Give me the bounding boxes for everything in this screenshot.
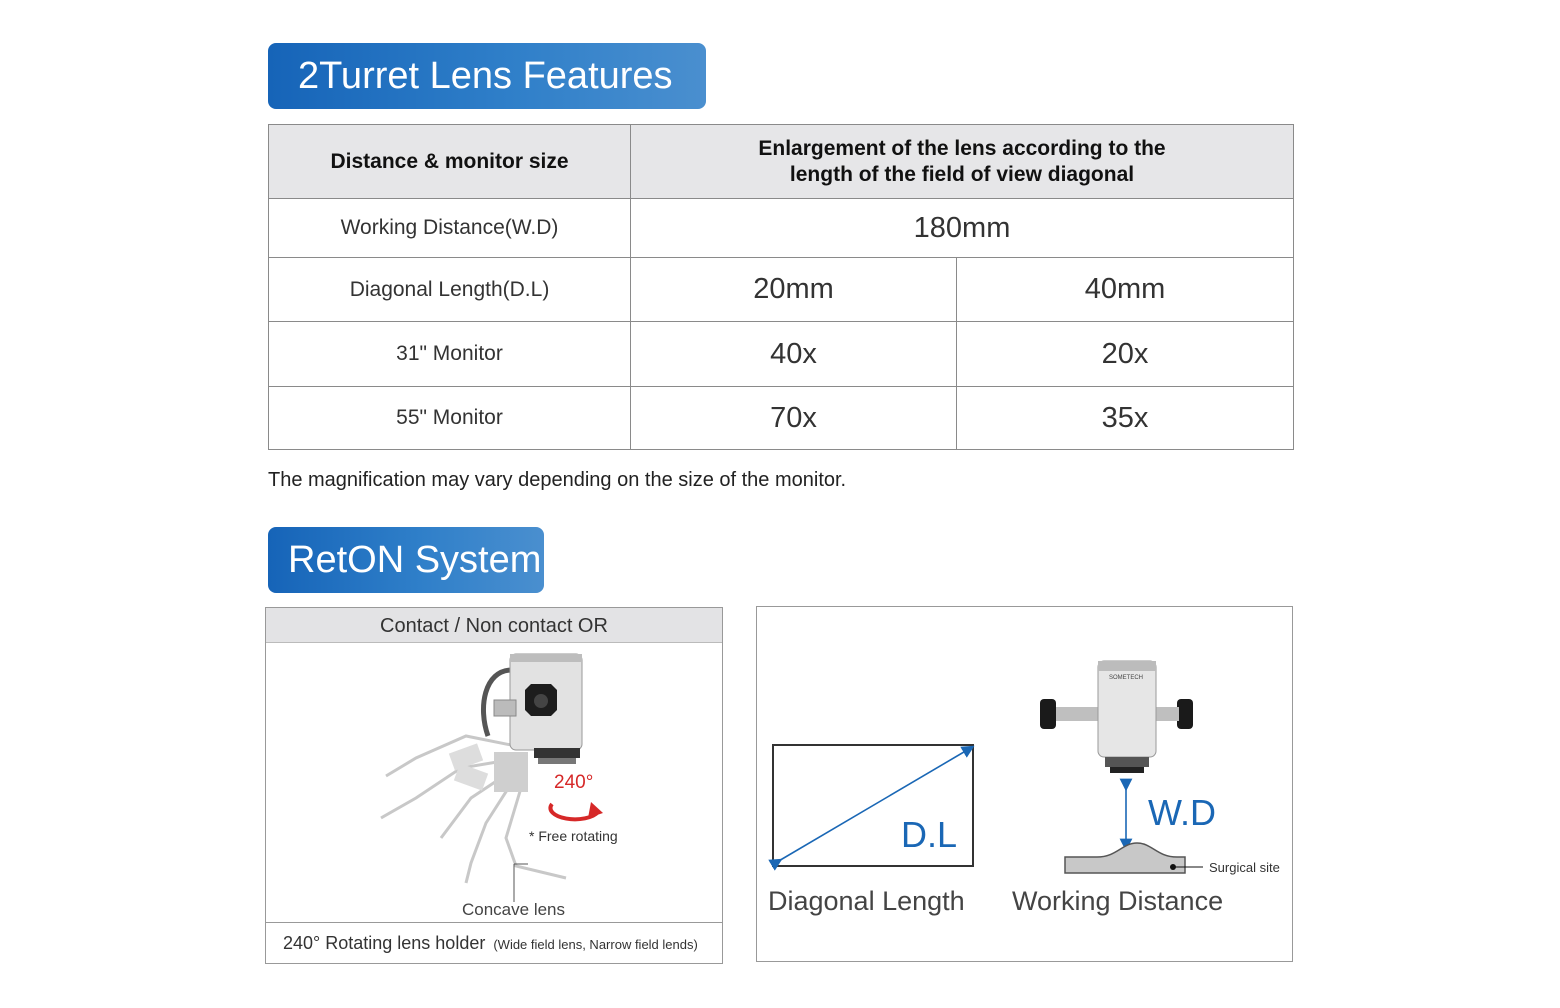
diagonal-length-caption: Diagonal Length — [768, 886, 965, 916]
device-lens-base — [534, 748, 580, 758]
free-rotating-label: * Free rotating — [529, 828, 618, 844]
lens-holder-ghost — [454, 763, 488, 790]
row-label-diagonal-length: Diagonal Length(D.L) — [269, 258, 631, 322]
value-31-a: 40x — [631, 322, 957, 387]
panel-header: Contact / Non contact OR — [266, 608, 722, 643]
device-handle-left — [1040, 699, 1056, 729]
header-enlargement-line1: Enlargement of the lens according to the — [758, 136, 1166, 160]
table-row — [269, 258, 1294, 322]
table-row — [269, 387, 1294, 450]
section-title-reton: RetON System — [268, 527, 544, 593]
header-enlargement — [631, 125, 1294, 199]
rotating-lens-illustration — [266, 608, 724, 965]
value-55-a: 70x — [631, 387, 957, 450]
rotating-lens-panel — [265, 607, 723, 964]
value-working-distance: 180mm — [631, 199, 1294, 258]
value-diagonal-40: 40mm — [957, 258, 1294, 322]
surgical-site-label: Surgical site — [1209, 860, 1280, 875]
value-55-b: 35x — [957, 387, 1294, 450]
table-row — [269, 199, 1294, 258]
dl-wd-illustration — [757, 607, 1294, 963]
device-lens-ring — [1105, 757, 1149, 767]
magnification-note: The magnification may vary depending on the size of the monitor. — [268, 469, 847, 491]
table-header-row — [269, 125, 1294, 199]
device-clamp — [494, 700, 516, 716]
row-label-working-distance: Working Distance(W.D) — [269, 199, 631, 258]
spec-table — [268, 124, 1294, 450]
device-handle-right — [1177, 699, 1193, 729]
device-lens-ring — [538, 758, 576, 764]
surgical-surface — [1065, 843, 1185, 873]
panel-footer — [266, 922, 722, 963]
device-top-cap — [510, 654, 582, 662]
table-row — [269, 322, 1294, 387]
concave-lens-label: Concave lens — [462, 900, 566, 919]
footer-main-text: 240° Rotating lens holder — [283, 933, 486, 953]
working-distance-caption: Working Distance — [1012, 886, 1224, 916]
device-top-cap — [1098, 661, 1156, 671]
row-label-55-monitor: 55" Monitor — [269, 387, 631, 450]
lens-holder — [494, 752, 528, 792]
device-lens — [1110, 767, 1144, 773]
device-knob-center — [534, 694, 548, 708]
angle-label: 240° — [554, 772, 594, 793]
row-label-31-monitor: 31" Monitor — [269, 322, 631, 387]
value-diagonal-20: 20mm — [631, 258, 957, 322]
value-31-b: 20x — [957, 322, 1294, 387]
section-title-turret: 2Turret Lens Features — [268, 43, 706, 109]
footer-small-text: (Wide field lens, Narrow field lends) — [493, 937, 698, 952]
dl-wd-panel — [756, 606, 1293, 962]
device-arm-left — [1056, 707, 1098, 721]
wd-label: W.D — [1148, 792, 1216, 833]
dl-label: D.L — [901, 814, 958, 855]
device-brand: SOMETECH — [1109, 675, 1144, 681]
header-enlargement-line2: length of the field of view diagonal — [789, 162, 1135, 186]
header-distance-monitor: Distance & monitor size — [269, 125, 631, 199]
